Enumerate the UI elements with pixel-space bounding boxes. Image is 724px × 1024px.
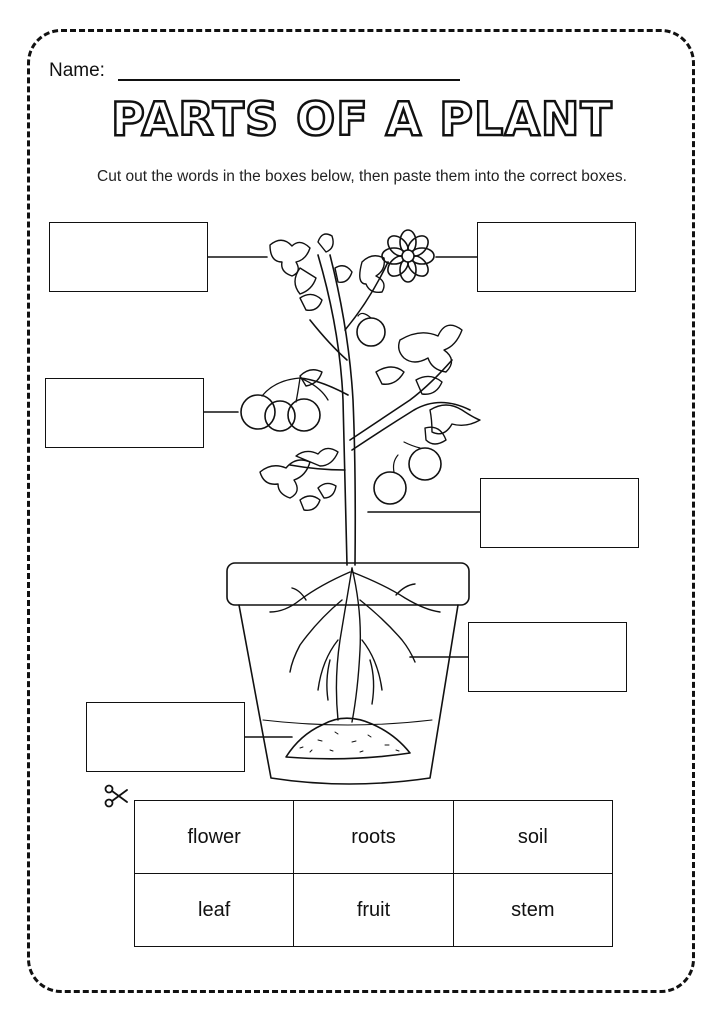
page-title: PARTS OF A PLANT	[111, 92, 613, 146]
word-card-stem[interactable]: stem	[453, 874, 612, 947]
word-bank-row	[135, 874, 613, 947]
word-card-leaf[interactable]: leaf	[135, 874, 294, 947]
leaves	[260, 234, 480, 510]
word-card-roots[interactable]: roots	[294, 801, 453, 874]
stem	[290, 255, 470, 565]
word-bank	[134, 800, 613, 947]
fruits	[241, 313, 441, 504]
roots	[270, 568, 440, 722]
instructions: Cut out the words in the boxes below, then paste them into the correct boxes.	[97, 168, 627, 185]
word-card-soil[interactable]: soil	[453, 801, 612, 874]
soil-mound	[286, 718, 410, 759]
flower	[382, 230, 434, 282]
word-bank-row	[135, 801, 613, 874]
word-card-flower[interactable]: flower	[135, 801, 294, 874]
word-card-fruit[interactable]: fruit	[294, 874, 453, 947]
name-label: Name:	[49, 60, 105, 81]
scissors-icon	[103, 783, 131, 811]
